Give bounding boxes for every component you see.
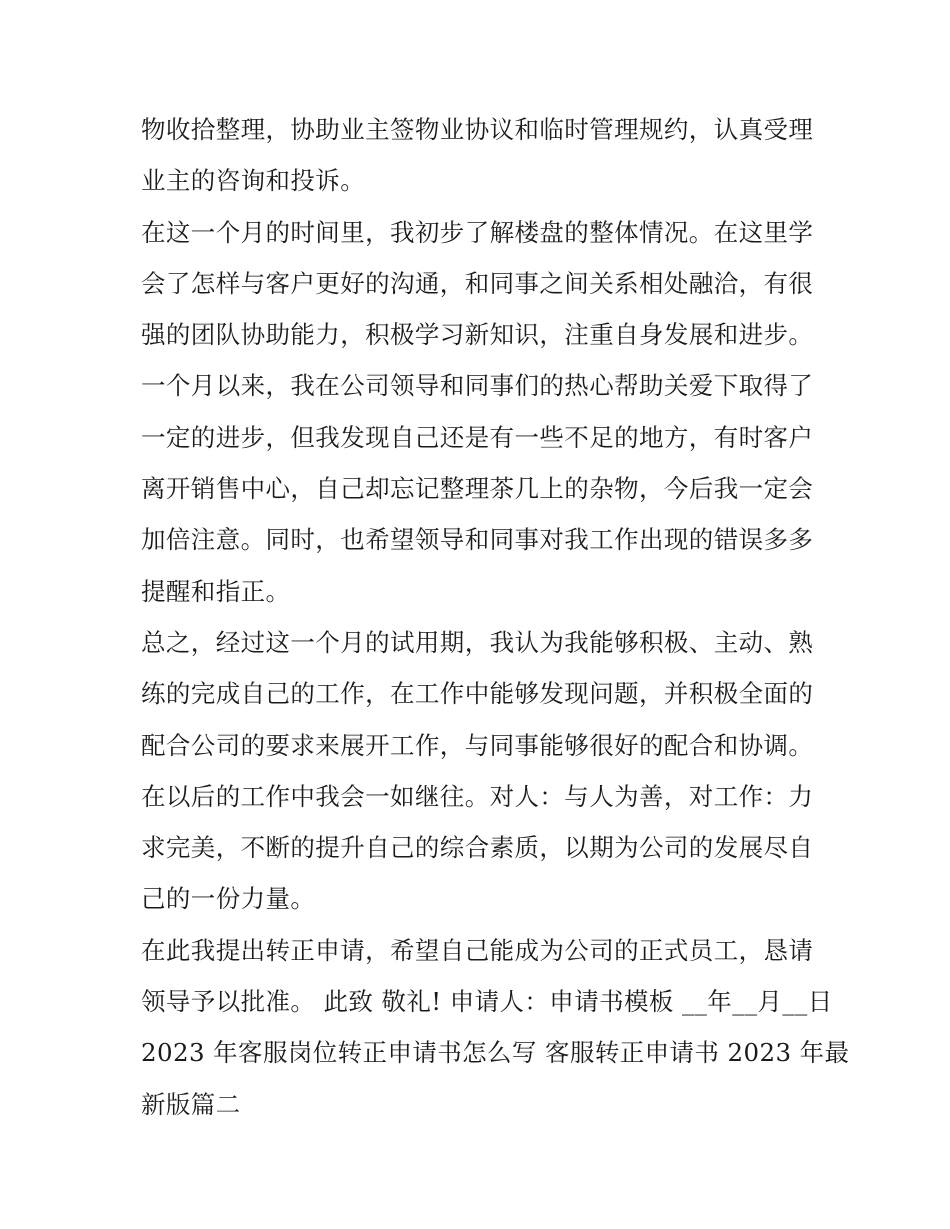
text-line: 会了怎样与客户更好的沟通，和同事之间关系相处融洽，有很: [141, 268, 814, 298]
text-line: 新版篇二: [141, 1089, 241, 1119]
text-line: 一定的进步，但我发现自己还是有一些不足的地方，有时客户: [141, 422, 814, 452]
text-line: 业主的咨询和投诉。: [141, 166, 366, 196]
text-line: 强的团队协助能力，积极学习新知识，注重自身发展和进步。: [141, 320, 814, 350]
text-line: 在这一个月的时间里，我初步了解楼盘的整体情况。在这里学: [141, 217, 814, 247]
text-line: 2023 年客服岗位转正申请书怎么写 客服转正申请书 2023 年最: [141, 1038, 850, 1068]
document-body: [141, 104, 850, 1130]
text-line: 物收拾整理，协助业主签物业协议和临时管理规约，认真受理: [141, 115, 814, 144]
text-line: 提醒和指正。: [141, 576, 291, 606]
text-line: 求完美，不断的提升自己的综合素质，以期为公司的发展尽自: [141, 833, 814, 863]
text-line: 练的完成自己的工作，在工作中能够发现问题，并积极全面的: [141, 679, 814, 709]
text-line: 领导予以批准。 此致 敬礼! 申请人：申请书模板 __年__月__日: [141, 987, 833, 1017]
text-line: 加倍注意。同时，也希望领导和同事对我工作出现的错误多多: [141, 525, 814, 555]
text-line: 总之，经过这一个月的试用期，我认为我能够积极、主动、熟: [141, 627, 814, 657]
text-line: 一个月以来，我在公司领导和同事们的热心帮助关爱下取得了: [141, 371, 814, 401]
text-line: 己的一份力量。: [141, 884, 316, 914]
text-line: 离开销售中心，自己却忘记整理茶几上的杂物，今后我一定会: [141, 474, 814, 504]
text-line: 配合公司的要求来展开工作，与同事能够很好的配合和协调。: [141, 730, 814, 760]
text-line: 在以后的工作中我会一如继往。对人：与人为善，对工作：力: [141, 781, 814, 811]
text-line: 在此我提出转正申请，希望自己能成为公司的正式员工，恳请: [141, 935, 814, 965]
